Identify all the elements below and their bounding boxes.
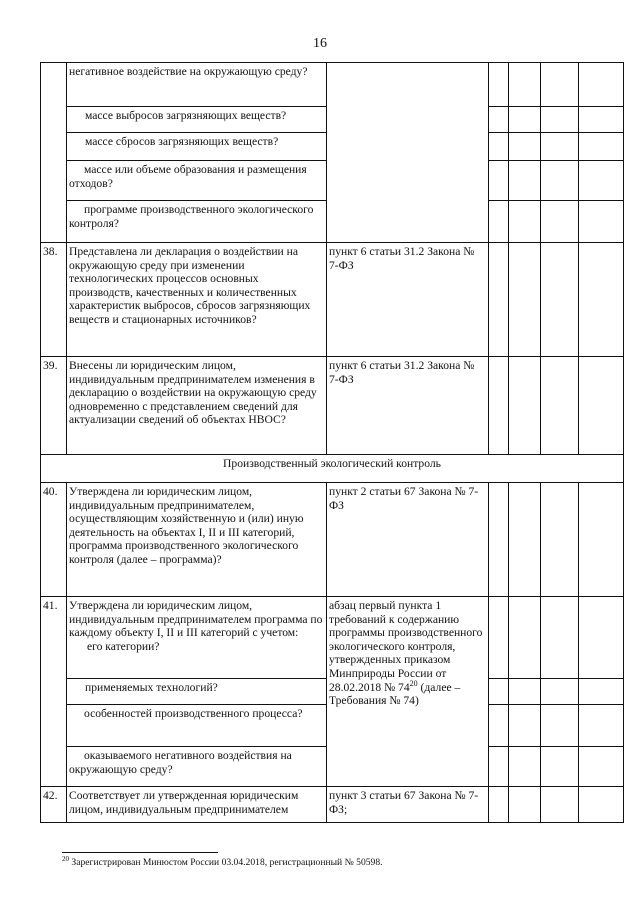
answer-cell [541, 705, 579, 747]
question-cell: особенностей производственного процесса? [67, 705, 327, 747]
answer-cell [489, 243, 509, 357]
row-number: 38. [41, 243, 67, 357]
answer-cell [489, 107, 509, 133]
question-cell [67, 597, 327, 679]
answer-cell [579, 747, 624, 787]
question-main-text: Утверждена ли юридическим лицом, индивидуальным предпринимателем программа по каждому объекту I, II и III категорий с учетом: [69, 599, 323, 640]
answer-cell [489, 133, 509, 161]
answer-cell [579, 243, 624, 357]
answer-cell [489, 747, 509, 787]
answer-cell [489, 161, 509, 201]
question-cell: Утверждена ли юридическим лицом, индивидуальным предпринимателем, осуществляющим хозяйственную и (или) иную деятельность на объектах I, II и III категорий, программа производственного экологического контроля (далее – программа)? [67, 483, 327, 597]
answer-cell [541, 787, 579, 823]
answer-cell [541, 63, 579, 107]
table-row [41, 483, 624, 597]
question-cell: массе или объеме образования и размещения отходов? [67, 161, 327, 201]
answer-cell [541, 201, 579, 243]
reference-cell [327, 597, 489, 787]
question-cell: Представлена ли декларация о воздействии на окружающую среду при изменении технологических процессов основных производств, качественных и количественных характеристик выбросов, сбросов загрязняющих веществ и стационарных источников? [67, 243, 327, 357]
answer-cell [541, 107, 579, 133]
answer-cell [579, 787, 624, 823]
question-cell: применяемых технологий? [67, 679, 327, 705]
answer-cell [541, 597, 579, 679]
question-cell: Соответствует ли утвержденная юридическим лицом, индивидуальным предпринимателем [67, 787, 327, 823]
footnote-marker: 20 [62, 854, 69, 863]
row-number: 40. [41, 483, 67, 597]
answer-cell [541, 161, 579, 201]
reference-cell [327, 63, 489, 243]
footnote-divider [62, 852, 218, 853]
table-row [41, 455, 624, 483]
question-cell: негативное воздействие на окружающую среду? [67, 63, 327, 107]
answer-cell [579, 357, 624, 455]
answer-cell [489, 597, 509, 679]
answer-cell [579, 107, 624, 133]
answer-cell [509, 357, 541, 455]
reference-text: абзац первый пункта 1 требований к содержанию программы производственного экологического контроля, утвержденных приказом Минприроды России от 28.02.2018 № 74 [329, 599, 483, 694]
row-number [41, 63, 67, 243]
answer-cell [489, 63, 509, 107]
answer-cell [541, 357, 579, 455]
table-row [41, 243, 624, 357]
answer-cell [509, 679, 541, 705]
reference-tail-text: (далее – Требования № 74) [329, 680, 461, 708]
answer-cell [579, 161, 624, 201]
reference-cell: пункт 6 статьи 31.2 Закона № 7-ФЗ [327, 357, 489, 455]
answer-cell [509, 597, 541, 679]
answer-cell [489, 201, 509, 243]
reference-cell: пункт 6 статьи 31.2 Закона № 7-ФЗ [327, 243, 489, 357]
answer-cell [579, 597, 624, 679]
answer-cell [541, 243, 579, 357]
footnote-marker: 20 [409, 678, 418, 688]
answer-cell [509, 483, 541, 597]
answer-cell [579, 483, 624, 597]
answer-cell [509, 705, 541, 747]
reference-cell: пункт 3 статьи 67 Закона № 7-ФЗ; [327, 787, 489, 823]
answer-cell [489, 357, 509, 455]
table-row [41, 357, 624, 455]
answer-cell [541, 133, 579, 161]
answer-cell [489, 483, 509, 597]
answer-cell [579, 705, 624, 747]
checklist-table [40, 62, 624, 823]
answer-cell [509, 63, 541, 107]
footnote [62, 854, 383, 869]
answer-cell [579, 679, 624, 705]
row-number: 41. [41, 597, 67, 787]
answer-cell [541, 747, 579, 787]
answer-cell [509, 107, 541, 133]
answer-cell [509, 747, 541, 787]
answer-cell [541, 679, 579, 705]
page-number: 16 [313, 36, 327, 51]
row-number: 42. [41, 787, 67, 823]
table-row [41, 63, 624, 107]
row-number: 39. [41, 357, 67, 455]
section-heading: Производственный экологический контроль [41, 455, 624, 483]
answer-cell [489, 787, 509, 823]
answer-cell [509, 133, 541, 161]
answer-cell [579, 63, 624, 107]
question-cell: программе производственного экологического контроля? [67, 201, 327, 243]
answer-cell [489, 679, 509, 705]
answer-cell [509, 243, 541, 357]
question-cell: Внесены ли юридическим лицом, индивидуальным предпринимателем изменения в декларацию о воздействии на окружающую среду одновременно с представлением сведений для актуализации сведений об объектах НВОС? [67, 357, 327, 455]
answer-cell [489, 705, 509, 747]
answer-cell [579, 201, 624, 243]
question-cell: массе сбросов загрязняющих веществ? [67, 133, 327, 161]
question-cell: оказываемого негативного воздействия на окружающую среду? [67, 747, 327, 787]
answer-cell [541, 483, 579, 597]
answer-cell [509, 161, 541, 201]
answer-cell [509, 787, 541, 823]
question-sub-text: его категории? [87, 639, 160, 653]
answer-cell [509, 201, 541, 243]
table-row [41, 787, 624, 823]
table-row [41, 597, 624, 679]
reference-cell: пункт 2 статьи 67 Закона № 7-ФЗ [327, 483, 489, 597]
footnote-text: Зарегистрирован Минюстом России 03.04.2018, регистрационный № 50598. [69, 857, 383, 868]
question-cell: массе выбросов загрязняющих веществ? [67, 107, 327, 133]
answer-cell [579, 133, 624, 161]
